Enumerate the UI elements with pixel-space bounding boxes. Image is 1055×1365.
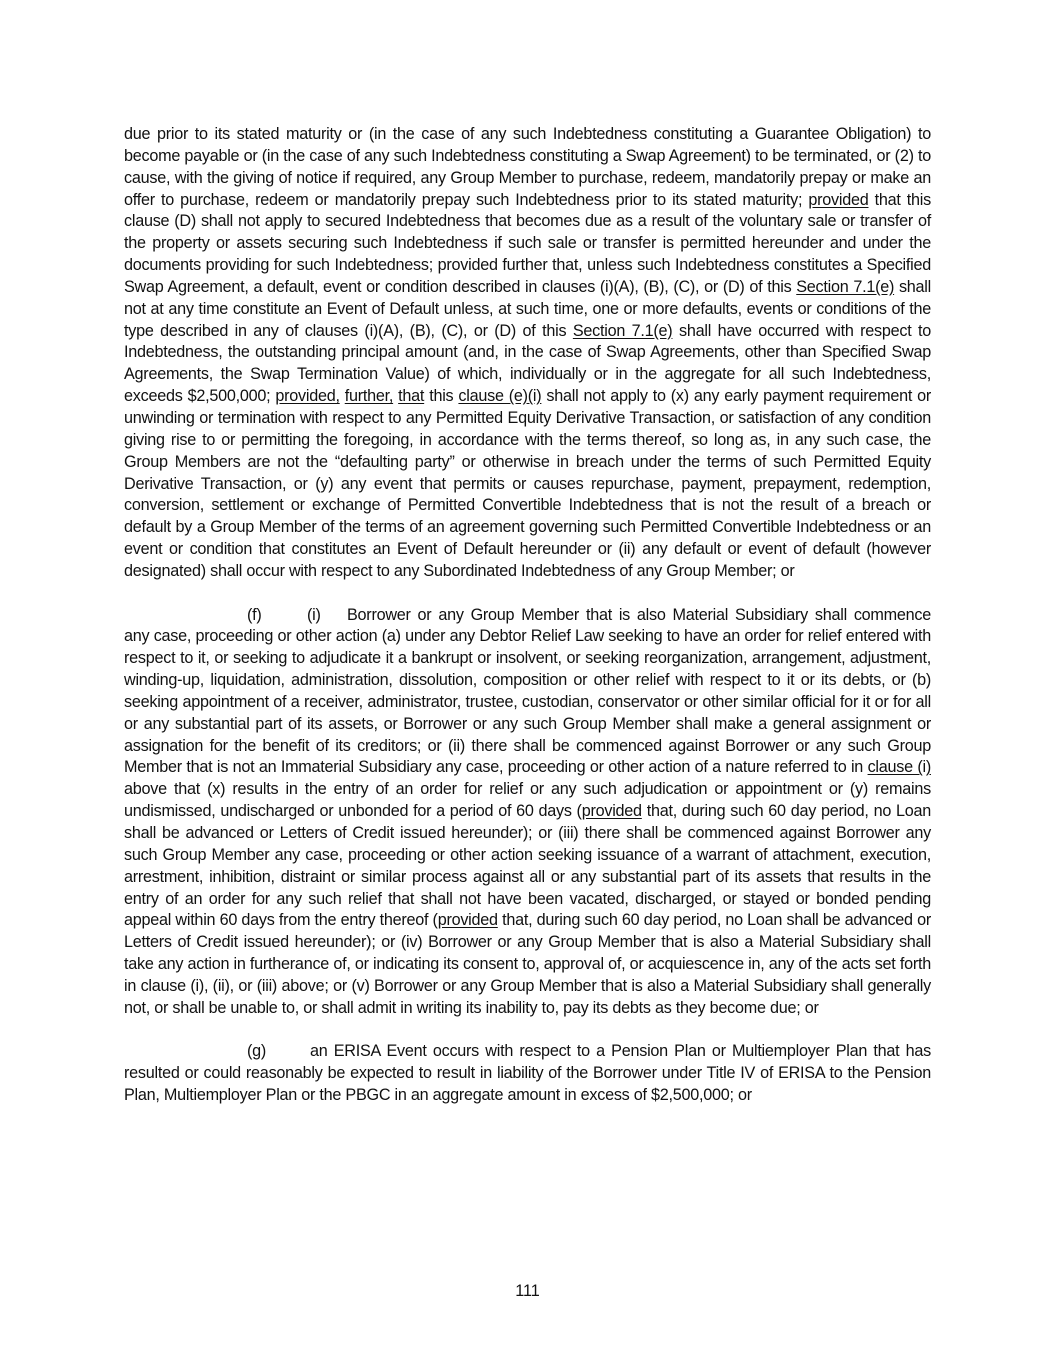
text-run: shall not at any time constitute an Event of Default unless, at such time, one or more defaults, events or conditions of the type described in any of clauses (i)(A), (B), (C), or (D) of this: [124, 277, 931, 340]
defined-term-further: further,: [344, 387, 394, 406]
text-run: an ERISA Event occurs with respect to a Pension Plan or Multiemployer Plan that has resulted or could reasonably be expected to result in liability of the Borrower under Title IV of ERISA to the Pension Plan, Multiemployer Plan or the PBGC in an aggregate amount in excess of $2,500,000; or: [124, 1042, 931, 1105]
document-body: [124, 124, 931, 1107]
paragraph-label: (g): [247, 1042, 267, 1061]
text-run: that this clause (D) shall not apply to secured Indebtedness that becomes due as a result of the voluntary sale or transfer of the property or assets securing such Indebtedness if such sale or transfer is permitted hereunder and under the documents providing for such Indebtedness; provided further that, unless such Indebtedness constitutes a Specified Swap Agreement, a default, event or condition described in clauses (i)(A), (B), (C), or (D) of this: [124, 190, 931, 296]
defined-term-provided: provided,: [275, 387, 340, 406]
defined-term-provided: provided: [581, 802, 642, 821]
page-number: 111: [515, 1282, 540, 1300]
paragraph-e-continuation: [124, 124, 931, 583]
paragraph-label: (f): [247, 605, 262, 624]
text-run: shall have occurred with respect to Indebtedness, the outstanding principal amount (and, in the case of Swap Agreements, other than Specified Swap Agreements, the Swap Termination Value) of which, individually or in the aggregate for all such Indebtedness, exceeds $2,500,000;: [124, 321, 932, 406]
clause-reference: clause (i): [867, 758, 931, 777]
defined-term-that: that: [398, 387, 425, 406]
text-run: due prior to its stated maturity or (in the case of any such Indebtedness constituting a Guarantee Obligation) to become payable or (in the case of any such Indebtedness constituting a Swap Agreement) to be terminated, or (2) to cause, with the giving of notice if required, any Group Member to purchase, redeem, mandatorily prepay or make an offer to purchase, redeem or mandatorily prepay such Indebtedness prior to its stated maturity;: [124, 125, 931, 209]
text-run: this: [424, 387, 459, 406]
section-reference: Section 7.1(e): [796, 277, 895, 296]
text-run: above that (x) results in the entry of an order for relief or any such adjudication or appointment or (y) remains undismissed, undischarged or unbonded for a period of 60 days (: [124, 780, 931, 821]
subclause-label: (i): [307, 605, 321, 624]
paragraph-g: [124, 1041, 931, 1107]
defined-term-provided: provided: [437, 911, 498, 930]
text-run: that, during such 60 day period, no Loan shall be advanced or Letters of Credit issued hereunder); or (iii) there shall be commenced against Borrower any such Group Member any case, proceeding or other action seeking issuance of a warrant of attachment, execution, arrestment, inhibition, distraint or similar process against all or any substantial part of its assets that results in the entry of an order for any such relief that shall not have been vacated, discharged, or stayed or bonded pending appeal within 60 days from the entry thereof (: [124, 802, 931, 930]
text-run: Borrower or any Group Member that is also Material Subsidiary shall commence any case, proceeding or other action (a) under any Debtor Relief Law seeking to have an order for relief entered with respect to it, or seeking to adjudicate it a bankrupt or insolvent, or seeking reorganization, arrangement, adjustment, winding-up, liquidation, administration, dissolution, composition or other relief with respect to it or its debts, or (b) seeking appointment of a receiver, administrator, trustee, custodian, conservator or other similar official for it or for all or any substantial part of its assets, or Borrower or any such Group Member shall make a general assignment or assignation for the benefit of its creditors; or (ii) there shall be commenced against Borrower or any such Group Member that is not an Immaterial Subsidiary any case, proceeding or other action of a nature referred to in: [124, 605, 931, 777]
paragraph-f: [124, 605, 931, 1020]
section-reference: Section 7.1(e): [572, 321, 673, 340]
defined-term-provided: provided: [808, 190, 869, 209]
text-run: that, during such 60 day period, no Loan shall be advanced or Letters of Credit issued hereunder); or (iv) Borrower or any Group Member that is also a Material Subsidiary shall take any action in furtherance of, or indicating its consent to, approval of, or acquiescence in, any of the acts set forth in clause (i), (ii), or (iii) above; or (v) Borrower or any Group Member that is also a Material Subsidiary shall generally not, or shall be unable to, or shall admit in writing its inability to, pay its debts as they become due; or: [124, 911, 931, 1017]
clause-reference: clause (e)(i): [458, 387, 542, 406]
text-run: shall not apply to (x) any early payment requirement or unwinding or termination with respect to any Permitted Equity Derivative Transaction, or satisfaction of any condition giving rise to or permitting the foregoing, in accordance with the terms thereof, so long as, in any such case, the Group Members are not the “defaulting party” or otherwise in breach under the terms of such Permitted Equity Derivative Transaction, or (y) any event that permits or causes repurchase, payment, prepayment, redemption, conversion, settlement or exchange of Permitted Convertible Indebtedness that is not the result of a breach or default by a Group Member of the terms of an agreement governing such Permitted Convertible Indebtedness or an event or condition that constitutes an Event of Default hereunder or (ii) any default or event of default (however designated) shall occur with respect to any Subordinated Indebtedness of any Group Member; or: [124, 387, 932, 580]
